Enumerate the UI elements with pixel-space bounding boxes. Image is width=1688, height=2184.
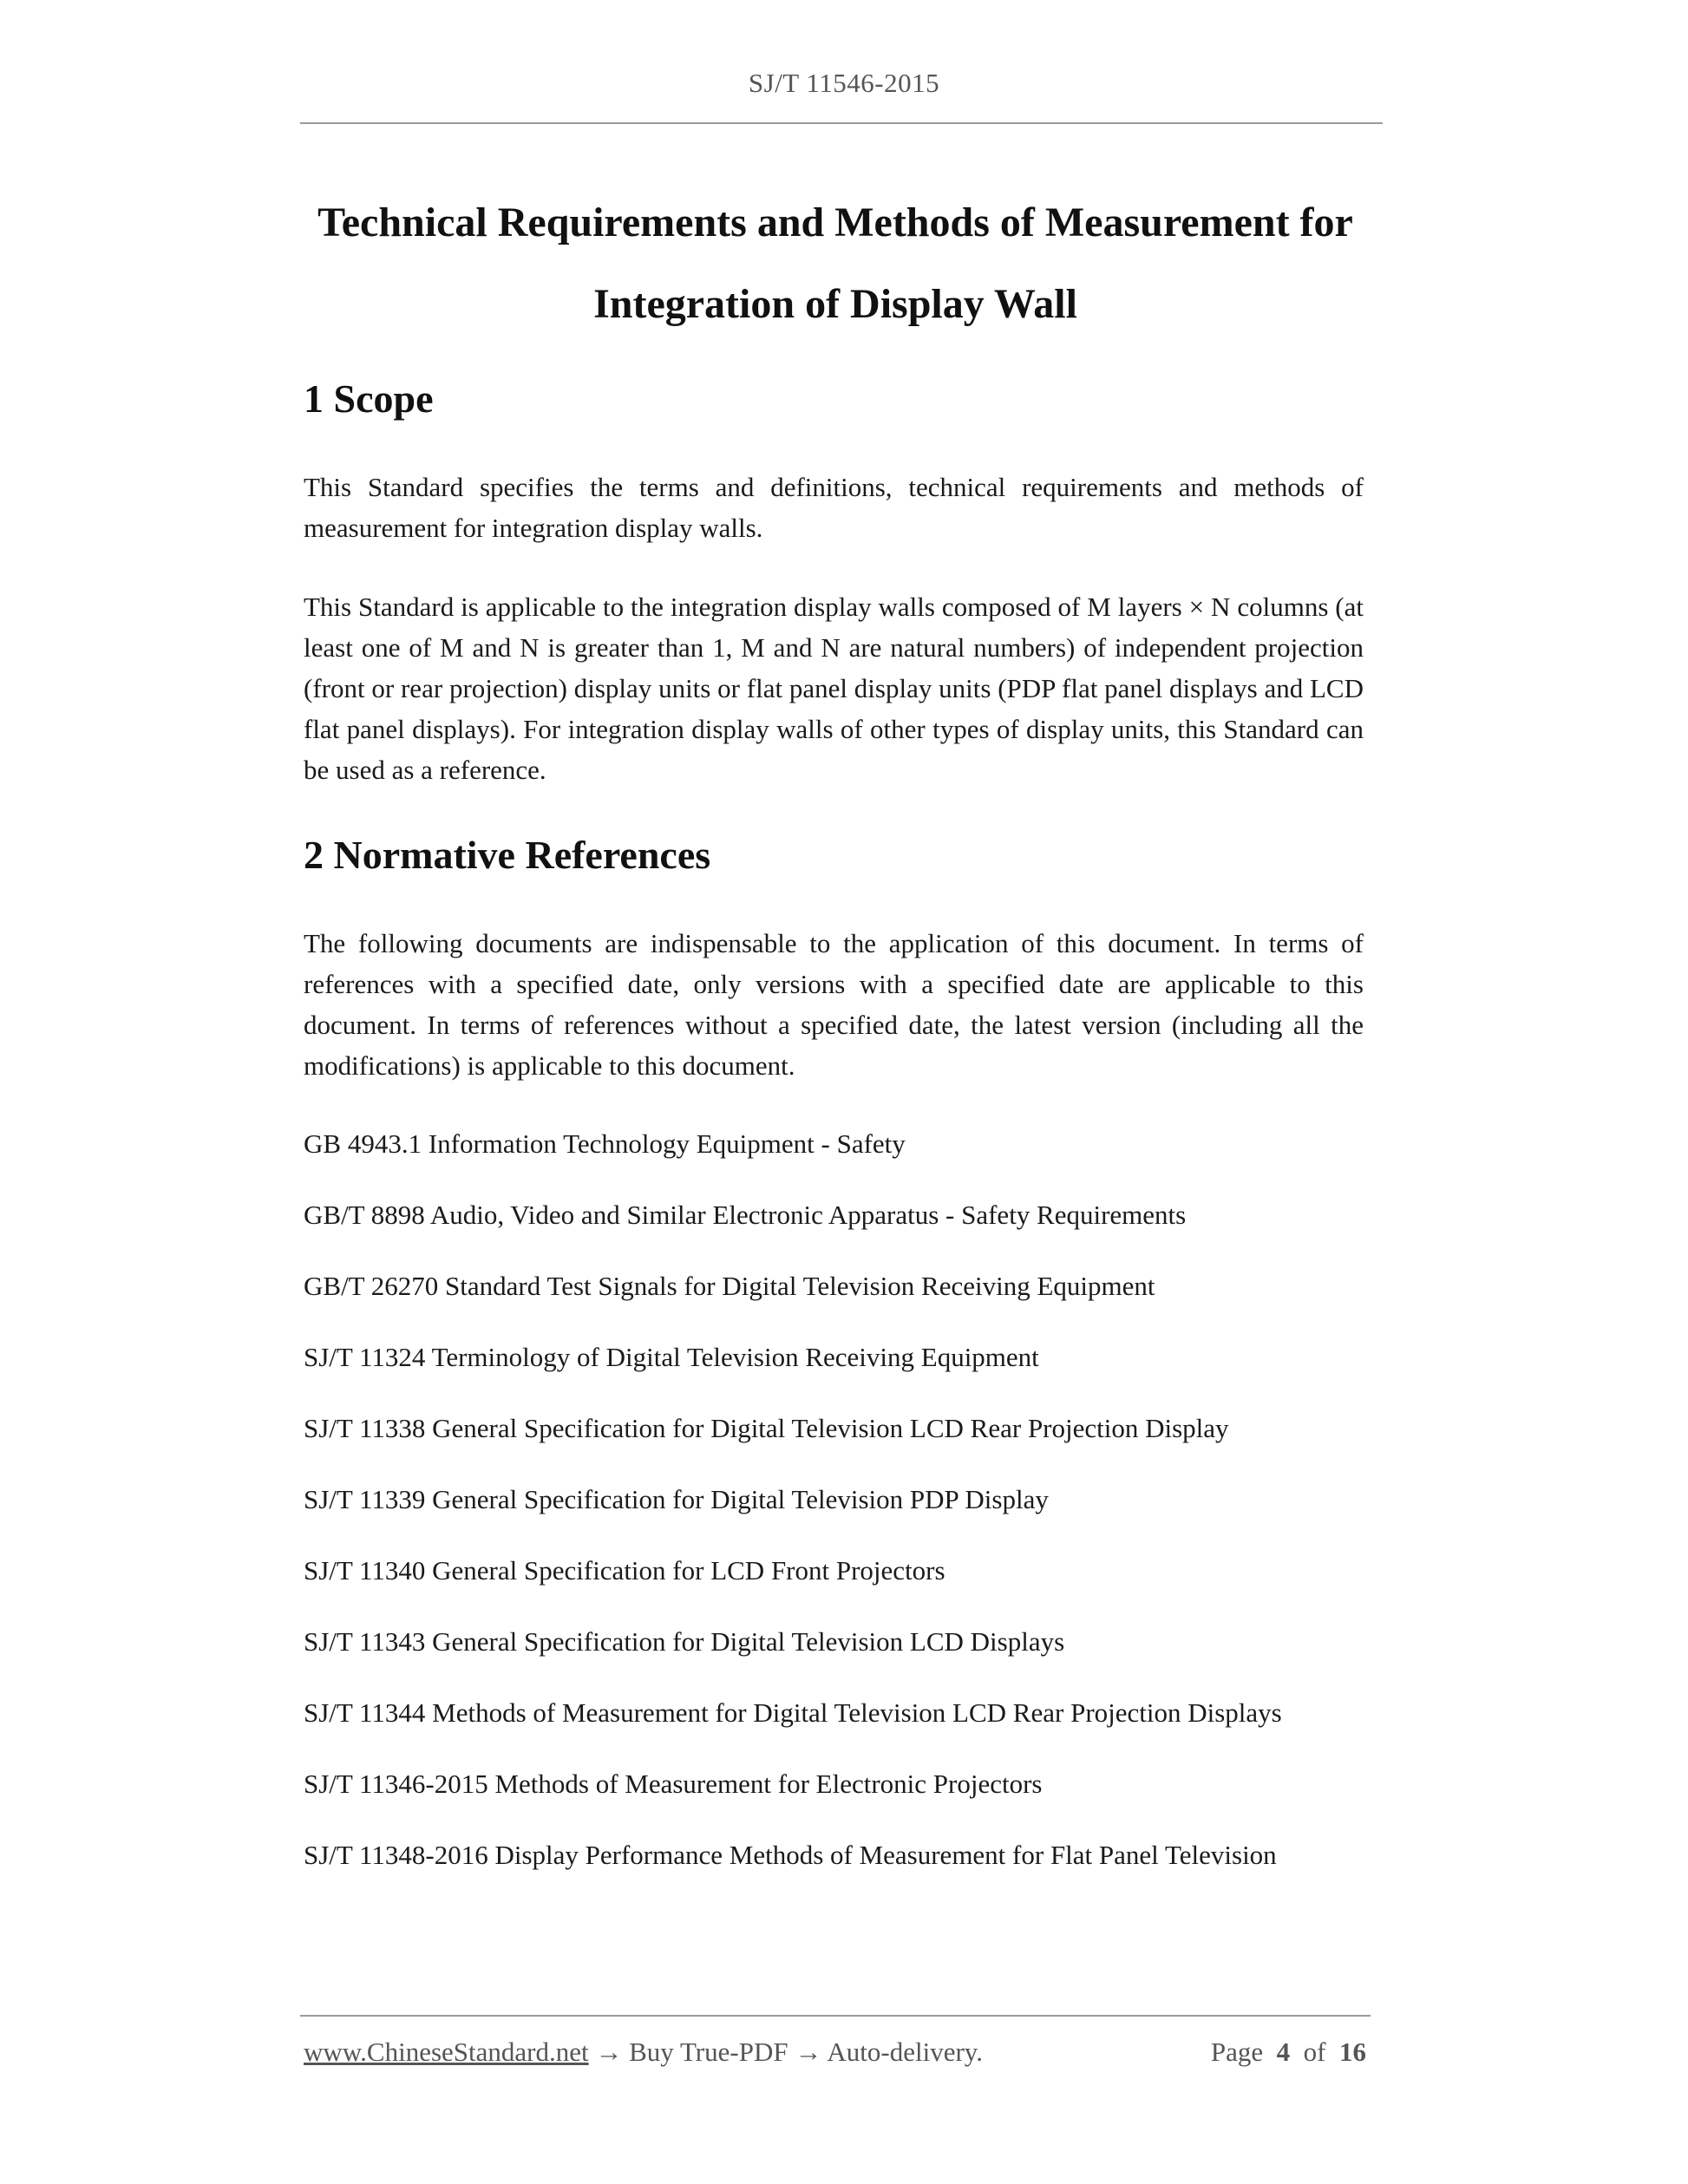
scope-paragraph-1: This Standard specifies the terms and definitions, technical requirements and methods of measurement for integration display walls.: [304, 472, 1364, 543]
arrow-right-icon: →: [595, 2037, 623, 2067]
header-divider: [300, 122, 1383, 124]
section-heading-scope: 1 Scope: [304, 376, 434, 421]
reference-item: SJ/T 11343 General Specification for Digital Television LCD Displays: [304, 1626, 1065, 1657]
footer-divider: [300, 2015, 1371, 2017]
section-heading-normative-references: 2 Normative References: [304, 833, 711, 877]
auto-delivery-text: Auto-delivery.: [827, 2037, 984, 2067]
reference-item: GB/T 26270 Standard Test Signals for Digital Television Receiving Equipment: [304, 1271, 1155, 1301]
page-number: [1211, 2035, 1366, 2070]
reference-item: SJ/T 11338 General Specification for Digital Television LCD Rear Projection Display: [304, 1413, 1229, 1443]
reference-item: GB 4943.1 Information Technology Equipment - Safety: [304, 1128, 906, 1159]
reference-item: SJ/T 11324 Terminology of Digital Television Receiving Equipment: [304, 1342, 1039, 1372]
footer-promo: [304, 2035, 983, 2070]
scope-paragraph-2: This Standard is applicable to the integration display walls composed of M layers × N columns (at least one of M and N is greater than 1, M and N are natural numbers) of independent projection (front or rear projection) display units or flat panel display units (PDP flat panel displays and LCD flat panel displays). For integration display walls of other types of display units, this Standard can be used as a reference.: [304, 592, 1364, 785]
page-header-doc-code: SJ/T 11546-2015: [748, 68, 940, 98]
reference-item: SJ/T 11348-2016 Display Performance Methods of Measurement for Flat Panel Television: [304, 1840, 1277, 1870]
document-title-line-1: Technical Requirements and Methods of Measurement for: [317, 199, 1353, 245]
reference-item: SJ/T 11340 General Specification for LCD Front Projectors: [304, 1555, 945, 1586]
page-label: Page: [1210, 2037, 1264, 2067]
reference-item: SJ/T 11346-2015 Methods of Measurement for Electronic Projectors: [304, 1769, 1043, 1799]
normative-references-paragraph: The following documents are indispensable to the application of this document. In terms of references with a specified date, only versions with a specified date are applicable to this document. In terms of references without a specified date, the latest version (including all the modifications) is applicable to this document.: [304, 928, 1364, 1081]
reference-item: SJ/T 11344 Methods of Measurement for Digital Television LCD Rear Projection Displays: [304, 1697, 1282, 1728]
page-current: 4: [1276, 2037, 1291, 2067]
chinesestandard-link[interactable]: www.ChineseStandard.net: [304, 2037, 589, 2067]
arrow-right-icon: →: [795, 2037, 822, 2067]
document-title-line-2: Integration of Display Wall: [593, 281, 1077, 327]
reference-item: SJ/T 11339 General Specification for Digital Television PDP Display: [304, 1484, 1049, 1514]
page-total: 16: [1339, 2037, 1366, 2067]
reference-item: GB/T 8898 Audio, Video and Similar Electronic Apparatus - Safety Requirements: [304, 1200, 1187, 1230]
page-of-label: of: [1303, 2037, 1326, 2067]
buy-true-pdf-text: Buy True-PDF: [629, 2037, 788, 2067]
document-title: [295, 182, 1376, 345]
